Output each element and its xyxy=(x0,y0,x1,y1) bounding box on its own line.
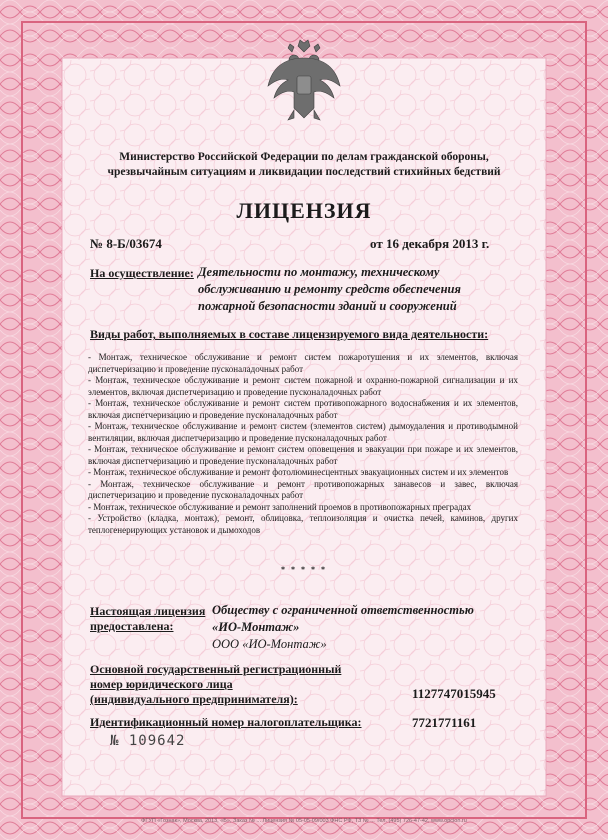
license-number: № 8-Б/03674 xyxy=(90,236,162,251)
works-item: - Монтаж, техническое обслуживание и ремонт систем противопожарного водоснабжения и их элементов, включая диспетчеризацию и проведение пусконаладочных работ xyxy=(88,398,518,420)
company-name-line-2: «ИО-Монтаж» xyxy=(212,620,300,634)
activity-line: Деятельности по монтажу, техническому xyxy=(198,265,440,279)
company-name-line-1: Обществу с ограниченной ответственностью xyxy=(212,603,474,617)
works-item: - Монтаж, техническое обслуживание и ремонт систем пожаротушения и их элементов, включая диспетчеризацию и проведение пусконаладочных работ xyxy=(88,352,518,374)
activity-line: пожарной безопасности зданий и сооружений xyxy=(198,299,457,313)
ministry-header xyxy=(90,150,518,180)
ogrn-label xyxy=(90,662,390,707)
granted-label-line-1: Настоящая лицензия xyxy=(90,604,206,618)
works-item: - Устройство (кладка, монтаж), ремонт, облицовка, теплоизоляция и очистка печей, каминов, других теплогенерирующих установок и дымоходов xyxy=(88,513,518,535)
works-list xyxy=(88,352,518,536)
inn-value: 7721771161 xyxy=(412,715,477,730)
ministry-line-1: Министерство Российской Федерации по делам гражданской обороны, xyxy=(119,151,489,163)
works-item: - Монтаж, техническое обслуживание и ремонт заполнений проемов в противопожарных преградах xyxy=(88,501,472,512)
activity-description xyxy=(198,264,518,315)
granted-to-label xyxy=(90,604,210,634)
works-item: - Монтаж, техническое обслуживание и ремонт систем пожарной и охранно-пожарной сигнализации и их элементов, включая диспетчеризацию и проведение пусконаладочных работ xyxy=(88,375,518,397)
works-item: - Монтаж, техническое обслуживание и ремонт фотолюминесцентных эвакуационных систем и их элементов xyxy=(88,467,509,477)
granted-label-line-2: предоставлена: xyxy=(90,619,174,633)
works-item: - Монтаж, техническое обслуживание и ремонт систем оповещения и эвакуации при пожаре и их элементов, включая диспетчеризацию и проведение пусконаладочных работ xyxy=(88,444,518,466)
ogrn-label-line: Основной государственный регистрационный xyxy=(90,662,342,676)
activity-label: На осуществление: xyxy=(90,266,194,280)
coat-of-arms-emblem xyxy=(264,38,344,124)
works-item: - Монтаж, техническое обслуживание и ремонт систем (элементов систем) дымоудаления и противодымной вентиляции, включая диспетчеризацию и проведение пусконаладочных работ xyxy=(88,421,518,443)
printer-footer: ФГУП «Гознак», Москва, 2013, «Б», Заказ № ... Лицензия № 05-05-09/003 ФНС РФ, ТЗ № ... Тел. (495) 726-47-42, www.opcion.ru xyxy=(141,818,467,824)
ogrn-label-line: номер юридического лица xyxy=(90,677,233,691)
inn-label: Идентификационный номер налогоплательщика: xyxy=(90,715,362,729)
ogrn-label-line: (индивидуального предпринимателя): xyxy=(90,692,298,706)
document-title: ЛИЦЕНЗИЯ xyxy=(236,198,372,223)
license-date: от 16 декабря 2013 г. xyxy=(370,236,490,251)
ministry-line-2: чрезвычайным ситуациям и ликвидации последствий стихийных бедствий xyxy=(107,166,501,178)
works-heading: Виды работ, выполняемых в составе лицензируемого вида деятельности: xyxy=(90,327,489,341)
activity-line: обслуживанию и ремонту средств обеспечения xyxy=(198,282,461,296)
company-name xyxy=(212,602,522,653)
serial-number-stamp: № 109642 xyxy=(110,733,186,749)
company-short-name: ООО «ИО-Монтаж» xyxy=(212,637,327,651)
separator-stars: * * * * * xyxy=(281,565,327,574)
works-item: - Монтаж, техническое обслуживание и ремонт противопожарных занавесов и завес, включая диспетчеризацию и проведение пусконаладочных работ xyxy=(88,478,518,500)
ogrn-value: 1127747015945 xyxy=(412,686,496,701)
